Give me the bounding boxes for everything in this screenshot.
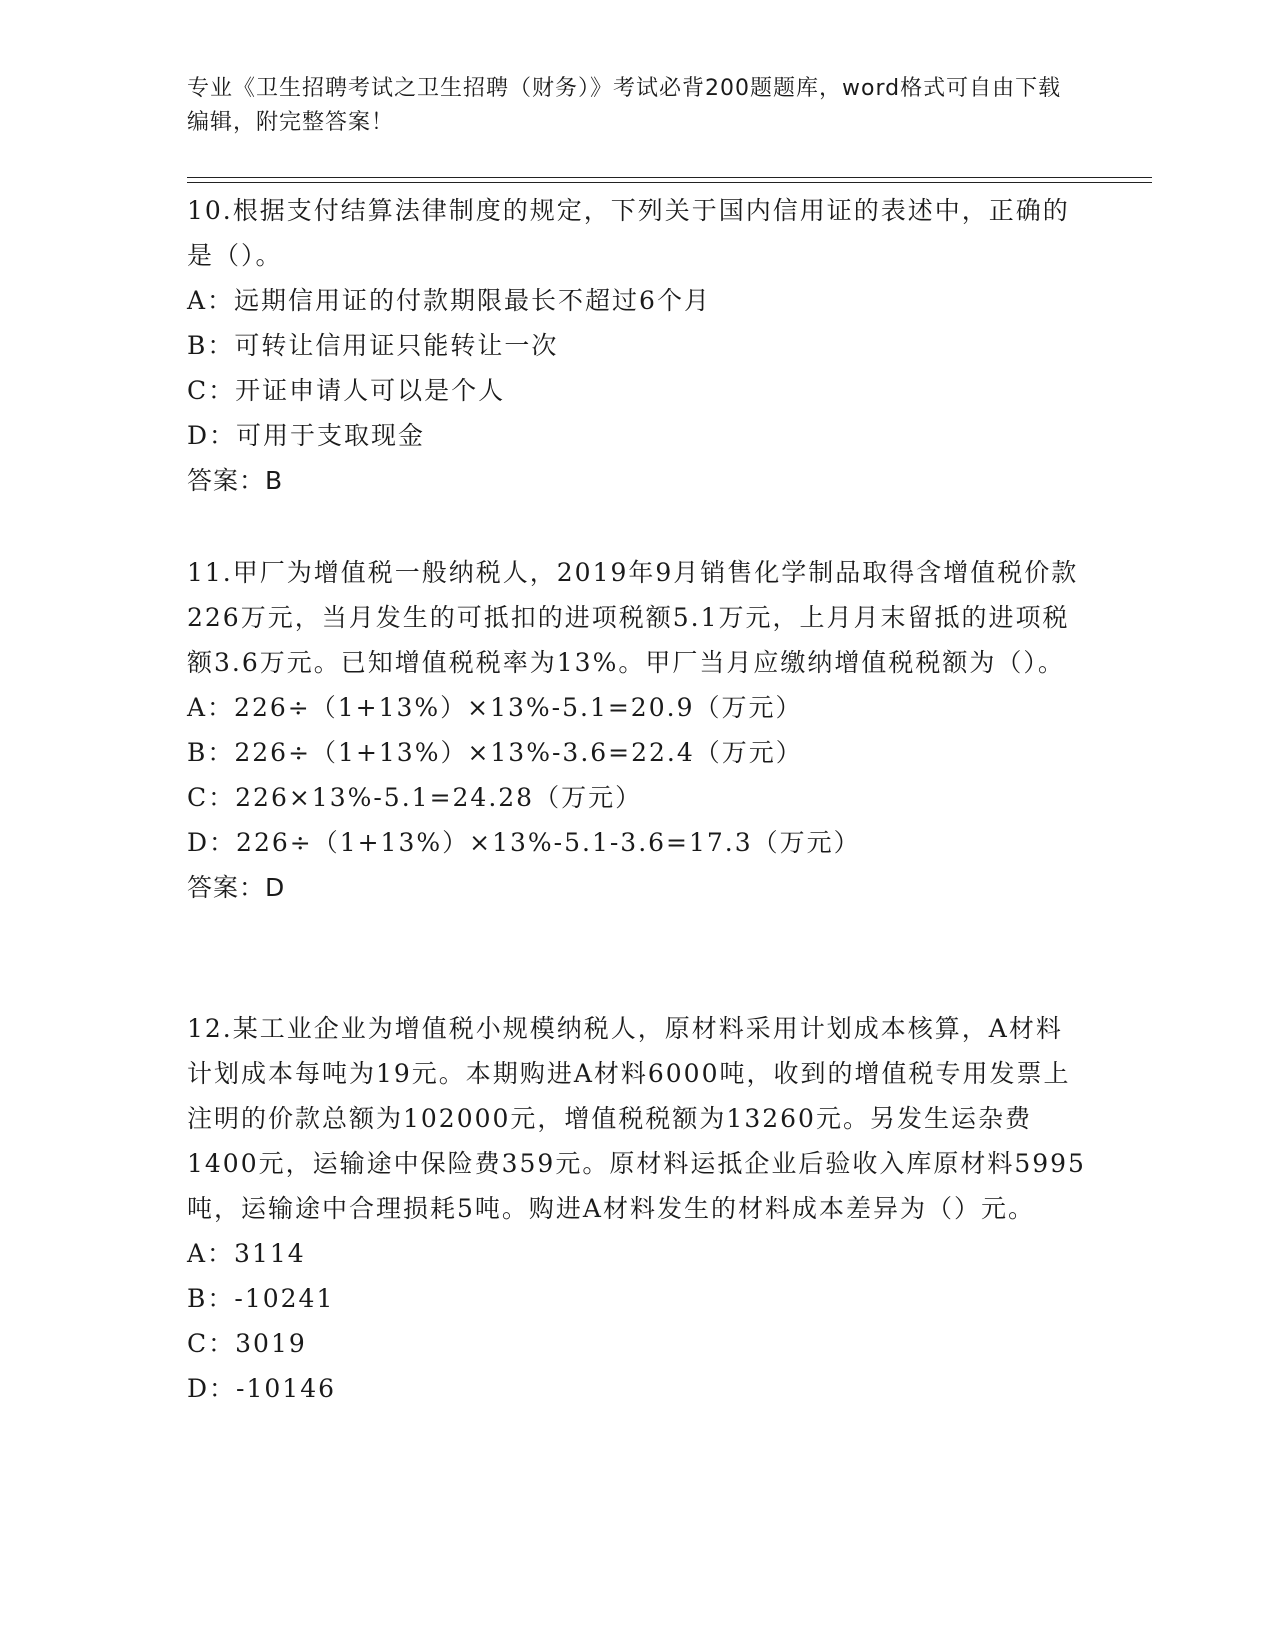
question-12 [187,1006,1087,1411]
option-d: D：可用于支取现金 [187,421,426,450]
option-b: B：-10241 [187,1284,335,1313]
header-divider-top [187,177,1152,178]
header-divider-bottom [187,182,1152,183]
question-11 [187,550,1087,910]
option-c: C：226×13%-5.1=24.28（万元） [187,783,643,812]
question-stem: 12.某工业企业为增值税小规模纳税人，原材料采用计划成本核算，A材料计划成本每吨为19元。本期购进A材料6000吨，收到的增值税专用发票上注明的价款总额为102000元，增值税税额为13260元。另发生运杂费1400元，运输途中保险费359元。原材料运抵企业后验收入库原材料5995吨，运输途中合理损耗5吨。购进A材料发生的材料成本差异为（）元。 [187,1014,1086,1223]
question-stem: 11.甲厂为增值税一般纳税人，2019年9月销售化学制品取得含增值税价款226万元，当月发生的可抵扣的进项税额5.1万元，上月月末留抵的进项税额3.6万元。已知增值税税率为13%。甲厂当月应缴纳增值税税额为（）。 [187,558,1079,677]
option-b: B：可转让信用证只能转让一次 [187,331,559,360]
answer: 答案：B [187,466,284,495]
document-header: 专业《卫生招聘考试之卫生招聘（财务）》考试必背200题题库，word格式可自由下载编辑，附完整答案！ [187,76,1062,135]
option-a: A：3114 [187,1239,306,1268]
question-10 [187,188,1087,503]
answer: 答案：D [187,873,286,902]
option-d: D：226÷（1+13%）×13%-5.1-3.6=17.3（万元） [187,828,861,857]
option-c: C：3019 [187,1329,307,1358]
option-a: A：远期信用证的付款期限最长不超过6个月 [187,286,711,315]
option-c: C：开证申请人可以是个人 [187,376,506,405]
question-stem: 10.根据支付结算法律制度的规定，下列关于国内信用证的表述中，正确的是（）。 [187,196,1070,270]
option-a: A：226÷（1+13%）×13%-5.1=20.9（万元） [187,693,803,722]
option-b: B：226÷（1+13%）×13%-3.6=22.4（万元） [187,738,803,767]
option-d: D：-10146 [187,1374,337,1403]
